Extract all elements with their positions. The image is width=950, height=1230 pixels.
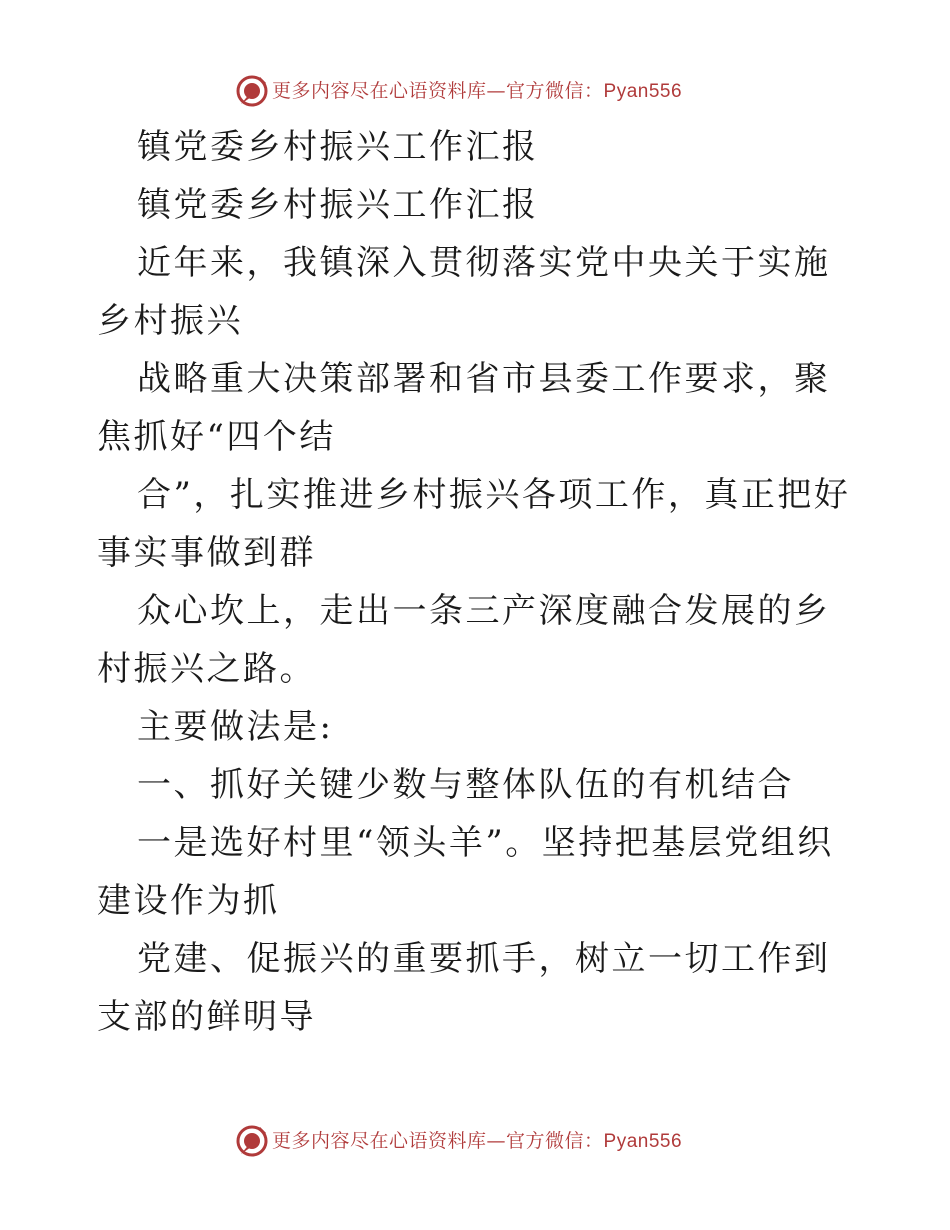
- banner-text: 更多内容尽在心语资料库—官方微信：Pyan556: [272, 1130, 683, 1152]
- paragraph: 合”，扎实推进乡村振兴各项工作，真正把好事实事做到群: [97, 475, 851, 573]
- pen-logo-icon: [235, 74, 269, 108]
- document-body: [97, 118, 857, 1046]
- footer-banner: [0, 1122, 950, 1162]
- doc-title: 镇党委乡村振兴工作汇报: [137, 127, 539, 167]
- paragraph: 近年来，我镇深入贯彻落实党中央关于实施乡村振兴: [97, 243, 831, 341]
- paragraph: 主要做法是:: [137, 707, 334, 747]
- header-banner: [0, 72, 950, 112]
- section-heading: 一、抓好关键少数与整体队伍的有机结合: [137, 765, 794, 805]
- paragraph: 一是选好村里“领头羊”。坚持把基层党组织建设作为抓: [97, 823, 834, 921]
- banner-text: 更多内容尽在心语资料库—官方微信：Pyan556: [272, 80, 683, 102]
- paragraph: 战略重大决策部署和省市县委工作要求，聚焦抓好“四个结: [97, 359, 831, 457]
- doc-title-repeat: 镇党委乡村振兴工作汇报: [137, 185, 539, 225]
- paragraph: 党建、促振兴的重要抓手，树立一切工作到支部的鲜明导: [97, 939, 831, 1037]
- pen-logo-icon: [235, 1124, 269, 1158]
- paragraph: 众心坎上，走出一条三产深度融合发展的乡村振兴之路。: [97, 591, 831, 689]
